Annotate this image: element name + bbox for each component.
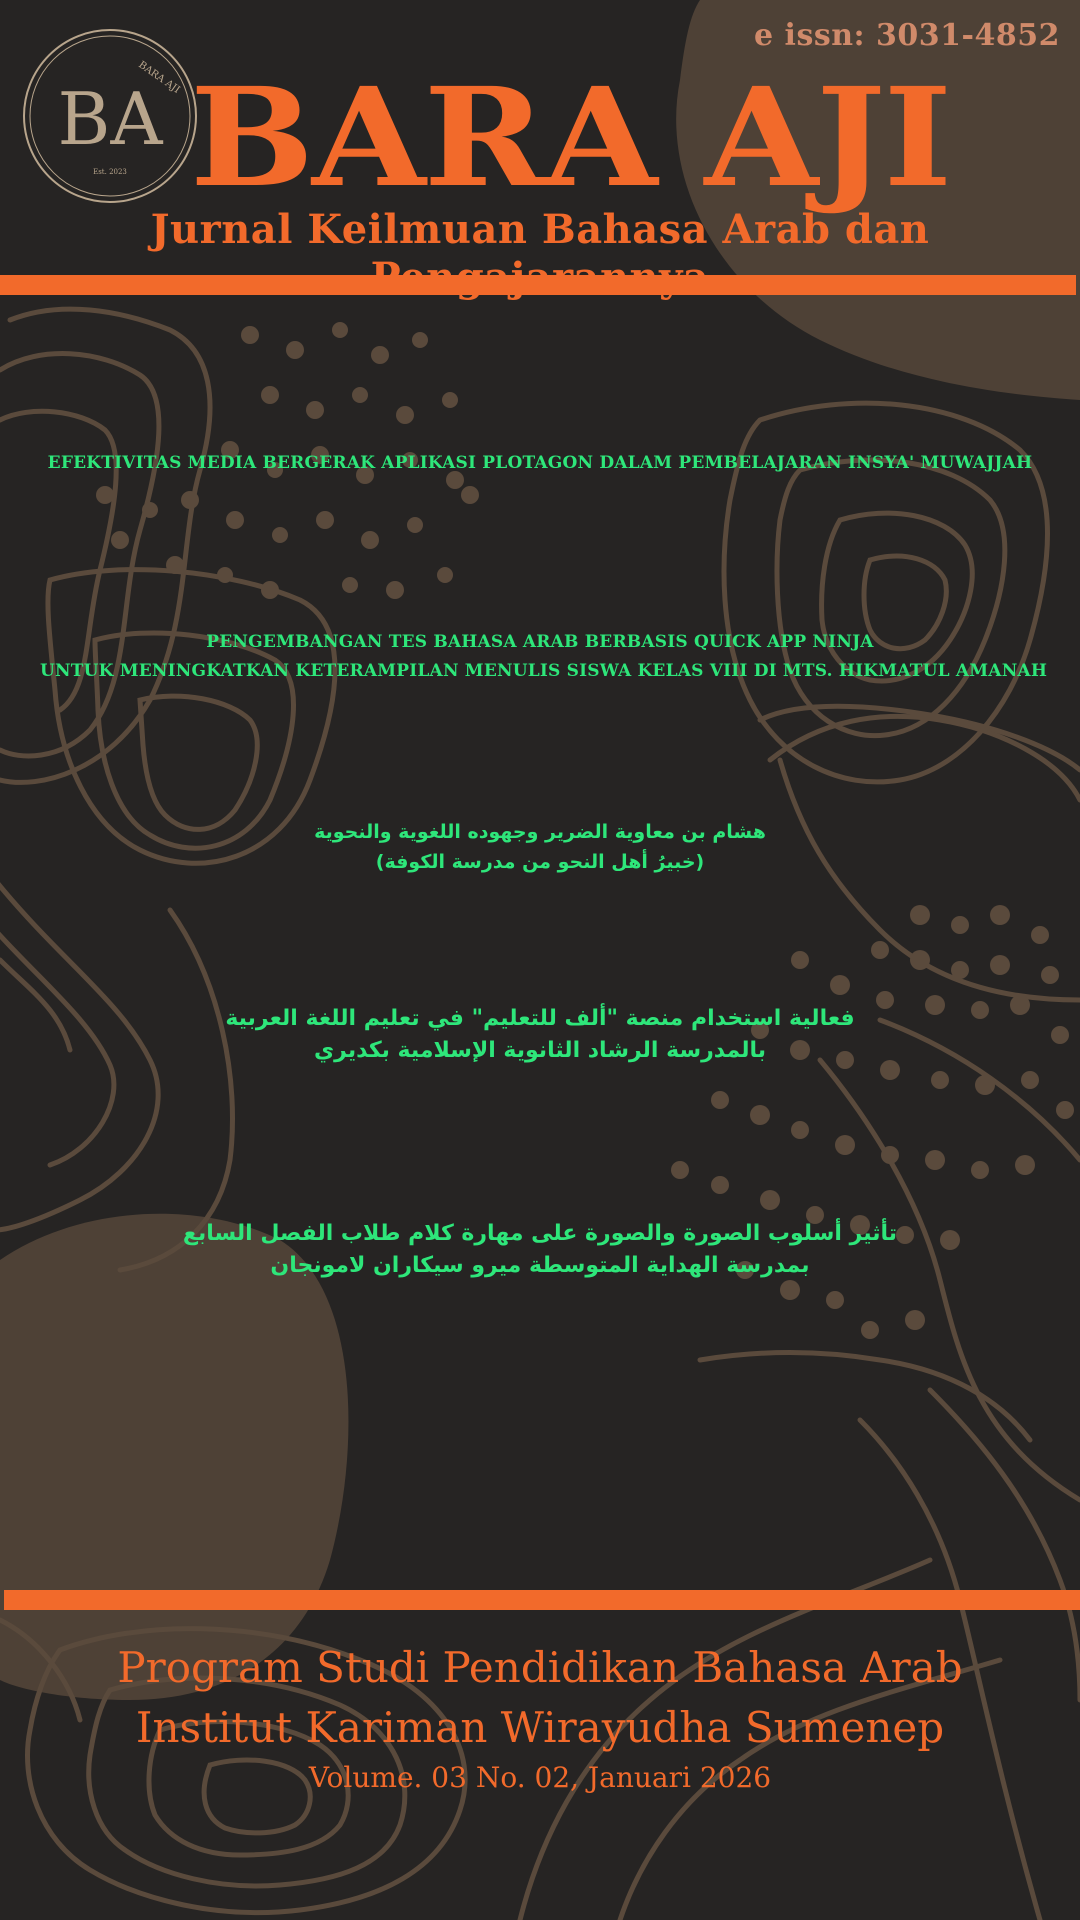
article-title-2 — [40, 628, 1048, 686]
article-title-1 — [40, 449, 1040, 478]
article-title-line: (خبيرُ أهل النحو من مدرسة الكوفة) — [375, 851, 705, 873]
article-title-line: تأثير أسلوب الصورة والصورة على مهارة كلام طلاب الفصل السابع — [182, 1221, 898, 1246]
article-title-line: UNTUK MENINGKATKAN KETERAMPILAN MENULIS SISWA KELAS VIII DI MTS. HIKMATUL AMANAH — [40, 661, 1048, 681]
top-divider-bar — [0, 275, 1076, 295]
article-title-line: فعالية استخدام منصة "ألف للتعليم" في تعليم اللغة العربية — [225, 1006, 855, 1031]
article-title-5 — [40, 1218, 1040, 1282]
article-title-line: بمدرسة الهداية المتوسطة ميرو سيكاران لامونجان — [270, 1253, 810, 1278]
journal-title: BARA AJI — [189, 58, 951, 218]
institute-name: Institut Kariman Wirayudha Sumenep — [135, 1703, 945, 1752]
study-program: Program Studi Pendidikan Bahasa Arab — [117, 1643, 963, 1692]
article-title-4 — [40, 1003, 1040, 1067]
article-title-line: بالمدرسة الرشاد الثانوية الإسلامية بكديري — [314, 1038, 766, 1063]
article-title-3 — [40, 817, 1040, 877]
article-title-line: EFEKTIVITAS MEDIA BERGERAK APLIKASI PLOTAGON DALAM PEMBELAJARAN INSYA' MUWAJJAH — [47, 453, 1033, 473]
article-title-line: هشام بن معاوية الضرير وجهوده اللغوية والنحوية — [314, 821, 766, 843]
journal-subtitle: Jurnal Keilmuan Bahasa Arab dan — [150, 206, 930, 253]
logo-monogram: BA — [57, 77, 163, 161]
issn-number: e issn: 3031-4852 — [754, 18, 1060, 53]
article-title-line: PENGEMBANGAN TES BAHASA ARAB BERBASIS QUICK APP NINJA — [206, 632, 874, 652]
bottom-divider-bar — [4, 1590, 1080, 1610]
logo-ring-text: BARA AJI — [136, 59, 182, 96]
logo-est: Est. 2023 — [93, 168, 127, 176]
volume-issue: Volume. 03 No. 02, Januari 2026 — [308, 1761, 772, 1794]
